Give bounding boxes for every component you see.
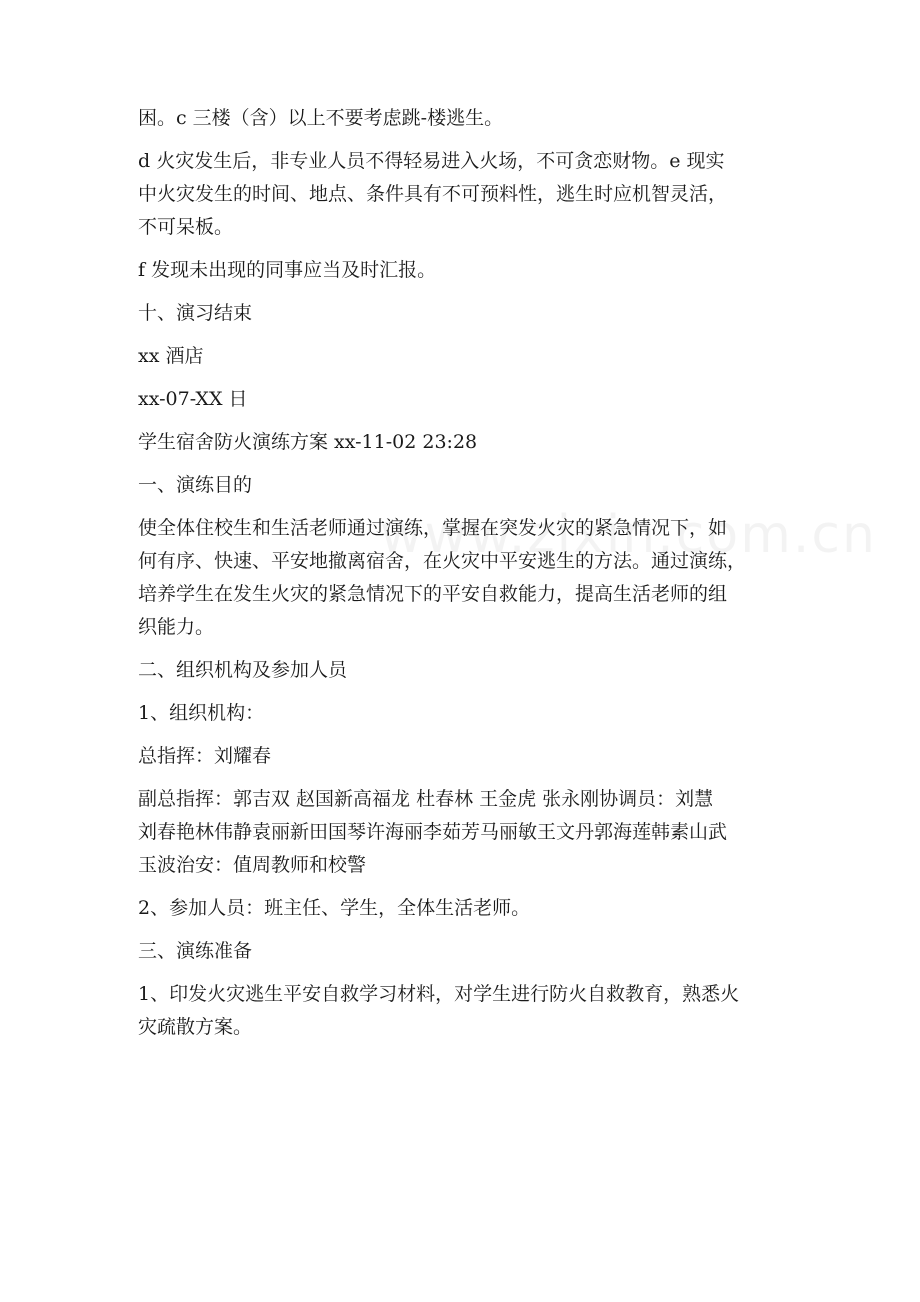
text-line: 培养学生在发生火灾的紧急情况下的平安自救能力，提高生活老师的组 (138, 583, 728, 605)
text-line: 灾疏散方案。 (138, 1016, 253, 1038)
paragraph (138, 935, 783, 968)
text-line: 1、组织机构： (138, 702, 265, 724)
text-line: xx 酒店 (138, 345, 204, 367)
paragraph (138, 469, 783, 502)
document-body (138, 102, 783, 1054)
paragraph (138, 102, 783, 135)
paragraph (138, 654, 783, 687)
text-line: 十、演习结束 (138, 302, 253, 324)
paragraph (138, 254, 783, 287)
text-line: 困。c 三楼（含）以上不要考虑跳-楼逃生。 (138, 107, 504, 129)
text-line: 玉波治安：值周教师和校警 (138, 854, 367, 876)
text-line: 总指挥：刘耀春 (138, 745, 272, 767)
paragraph (138, 512, 783, 644)
text-line: 学生宿舍防火演练方案 xx-11-02 23:28 (138, 431, 478, 453)
text-line: 中火灾发生的时间、地点、条件具有不可预料性，逃生时应机智灵活， (138, 183, 728, 205)
paragraph (138, 740, 783, 773)
text-line: xx-07-XX 日 (138, 388, 248, 410)
paragraph (138, 145, 783, 244)
text-line: 使全体住校生和生活老师通过演练，掌握在突发火灾的紧急情况下，如 (138, 517, 728, 539)
text-line: f 发现未出现的同事应当及时汇报。 (138, 259, 437, 281)
text-line: 三、演练准备 (138, 940, 253, 962)
text-line: d 火灾发生后，非专业人员不得轻易进入火场，不可贪恋财物。e 现实 (138, 150, 725, 172)
paragraph (138, 383, 783, 416)
text-line: 2、参加人员：班主任、学生，全体生活老师。 (138, 897, 531, 919)
text-line: 一、演练目的 (138, 474, 253, 496)
text-line: 副总指挥：郭吉双 赵国新高福龙 杜春林 王金虎 张永刚协调员：刘慧 (138, 788, 714, 810)
paragraph (138, 697, 783, 730)
paragraph (138, 426, 783, 459)
text-line: 二、组织机构及参加人员 (138, 659, 348, 681)
text-line: 织能力。 (138, 616, 215, 638)
paragraph (138, 297, 783, 330)
text-line: 何有序、快速、平安地撤离宿舍，在火灾中平安逃生的方法。通过演练， (138, 550, 747, 572)
text-line: 刘春艳林伟静袁丽新田国琴许海丽李茹芳马丽敏王文丹郭海莲韩素山武 (138, 821, 728, 843)
paragraph (138, 340, 783, 373)
text-line: 不可呆板。 (138, 216, 234, 238)
paragraph (138, 892, 783, 925)
paragraph (138, 783, 783, 882)
text-line: 1、印发火灾逃生平安自救学习材料，对学生进行防火自救教育，熟悉火 (138, 983, 740, 1005)
paragraph (138, 978, 783, 1044)
